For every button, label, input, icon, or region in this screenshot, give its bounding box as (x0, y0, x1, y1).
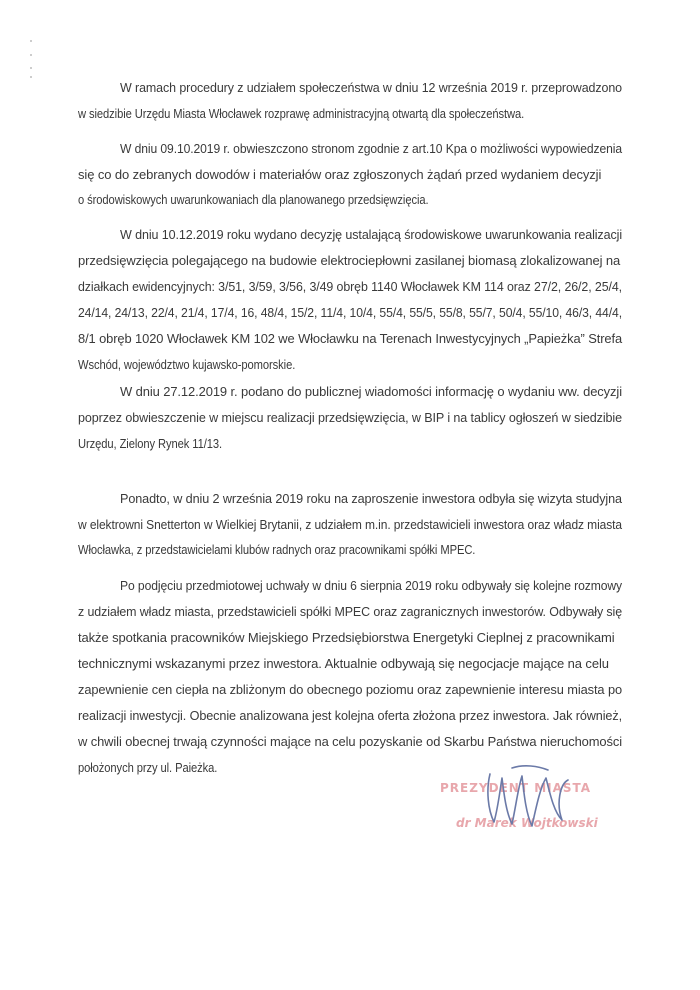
paragraph-4-line: Urzędu, Zielony Rynek 11/13. (78, 436, 223, 451)
paragraph-5-line: Ponadto, w dniu 2 września 2019 roku na zaproszenie inwestora odbyła się wizyta studyjna (120, 491, 622, 506)
signature-stamp (428, 760, 598, 840)
paragraph-1-line: W ramach procedury z udziałem społeczeństwa w dniu 12 września 2019 r. przeprowadzono (120, 80, 622, 95)
paragraph-5-line: w elektrowni Snetterton w Wielkiej Brytanii, z udziałem m.in. przedstawicieli inwestora oraz władz miasta (78, 517, 622, 532)
paragraph-1-line: w siedzibie Urzędu Miasta Włocławek rozprawę administracyjną otwartą dla społeczeństwa. (78, 106, 525, 121)
scan-artifact-dots (30, 40, 34, 80)
paragraph-6-line: technicznymi wskazanymi przez inwestora. Aktualnie odbywają się negocjacje mające na celu (78, 656, 609, 671)
paragraph-3-line: przedsięwzięcia polegającego na budowie elektrociepłowni zasilanej biomasą zlokalizowanej na (78, 253, 621, 268)
paragraph-3-line: 24/14, 24/13, 22/4, 21/4, 17/4, 16, 48/4, 15/2, 11/4, 10/4, 55/4, 55/5, 55/8, 55/7, 50/4, 55/10, 46/3, 44/4, (78, 305, 622, 320)
paragraph-3-line: W dniu 10.12.2019 roku wydano decyzję ustalającą środowiskowe uwarunkowania realizacji (120, 227, 623, 242)
paragraph-6-line: realizacji inwestycji. Obecnie analizowana jest kolejna oferta złożona przez inwestora. Jak również, (78, 708, 623, 723)
paragraph-4-line: W dniu 27.12.2019 r. podano do publicznej wiadomości informację o wydaniu ww. decyzji (120, 384, 622, 399)
paragraph-6-line: Po podjęciu przedmiotowej uchwały w dniu 6 sierpnia 2019 roku odbywały się kolejne rozmowy (120, 578, 623, 593)
paragraph-2-line: W dniu 09.10.2019 r. obwieszczono stronom zgodnie z art.10 Kpa o możliwości wypowiedzenia (120, 141, 622, 156)
stamp-name: dr Marek Wojtkowski (456, 816, 598, 830)
paragraph-6-line: w chwili obecnej trwają czynności mające na celu pozyskanie od Skarbu Państwa nieruchomości (78, 734, 623, 749)
paragraph-5-line: Włocławka, z przedstawicielami klubów radnych oraz pracownikami spółki MPEC. (78, 542, 476, 557)
paragraph-6-line: położonych przy ul. Paieżka. (78, 760, 218, 775)
paragraph-4-line: poprzez obwieszczenie w miejscu realizacji przedsięwzięcia, w BIP i na tablicy ogłoszeń w siedzibie (78, 410, 623, 425)
paragraph-3-line: działkach ewidencyjnych: 3/51, 3/59, 3/56, 3/49 obręb 1140 Włocławek KM 114 oraz 27/2, 26/2, 25/4, (78, 279, 622, 294)
paragraph-3-line: 8/1 obręb 1020 Włocławek KM 102 we Włocławku na Terenach Inwestycyjnych „Papieżka” Strefa (78, 331, 623, 346)
paragraph-2-line: o środowiskowych uwarunkowaniach dla planowanego przedsięwzięcia. (78, 192, 429, 207)
paragraph-6-line: zapewnienie cen ciepła na zbliżonym do obecnego poziomu oraz zapewnienie interesu miasta po (78, 682, 623, 697)
stamp-title: PREZYDENT MIASTA (440, 781, 592, 795)
paragraph-3-line: Wschód, województwo kujawsko-pomorskie. (78, 357, 296, 372)
handwritten-signature (428, 760, 598, 840)
paragraph-6-line: także spotkania pracowników Miejskiego Przedsiębiorstwa Energetyki Cieplnej z pracownikami (78, 630, 615, 645)
paragraph-2-line: się co do zebranych dowodów i materiałów oraz zgłoszonych żądań przed wydaniem decyzji (78, 167, 602, 182)
paragraph-6-line: z udziałem władz miasta, przedstawicieli spółki MPEC oraz zagranicznych inwestorów. Odbywały się (78, 604, 623, 619)
